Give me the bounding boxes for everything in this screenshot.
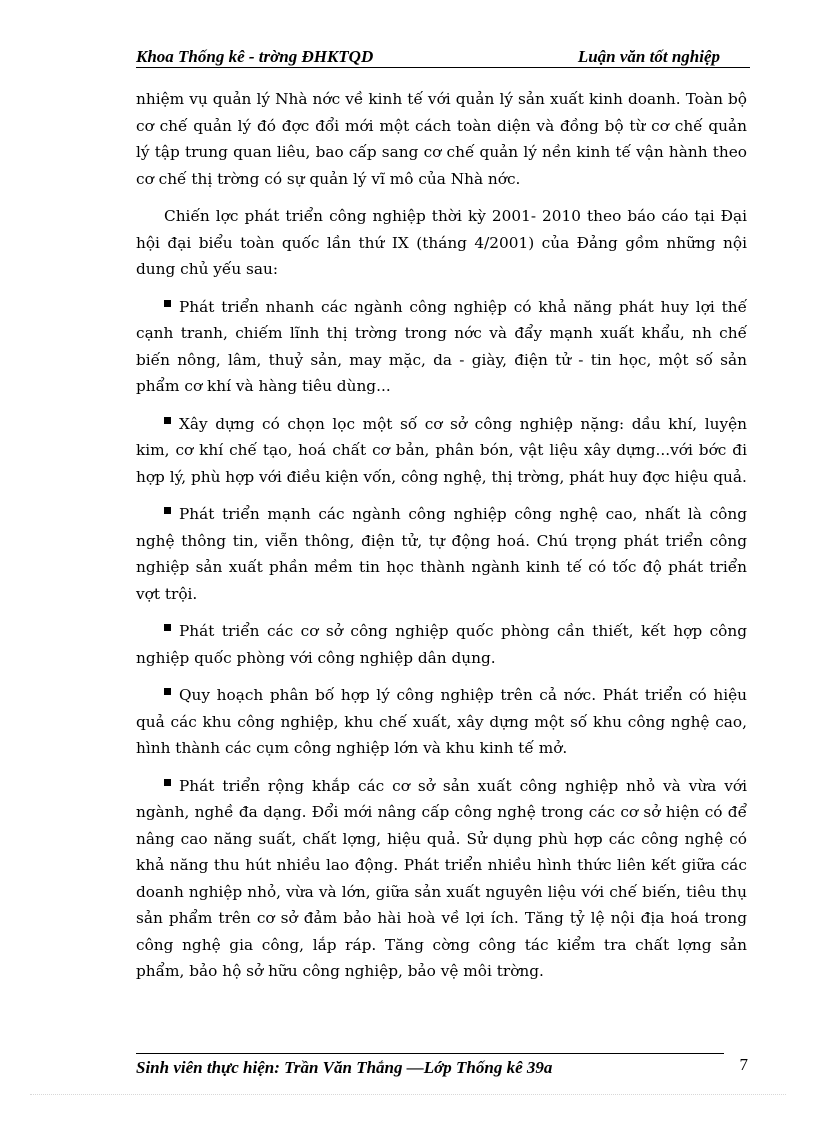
bullet-item bbox=[136, 501, 747, 607]
bullet-text: Xây dựng có chọn lọc một số cơ sở công nghiệp nặng: dầu khí, luyện kim, cơ khí chế tạo, hoá chất cơ bản, phân bón, vật liệu xây dựng...với bớc đi hợp lý, phù hợp với điều kiện vốn, công nghệ, thị trờng, phát huy đợc hiệu quả. bbox=[136, 414, 747, 486]
bullet-square-icon bbox=[164, 624, 171, 631]
header-document-type: Luận văn tốt nghiệp bbox=[577, 47, 720, 66]
page-number: 7 bbox=[739, 1055, 748, 1074]
page-footer bbox=[136, 1057, 750, 1083]
footer-author: Sinh viên thực hiện: Trần Văn Thắng —Lớp Thống kê 39a bbox=[136, 1058, 553, 1077]
bullet-text: Phát triển mạnh các ngành công nghiệp công nghệ cao, nhất là công nghệ thông tin, viễn thông, điện tử, tự động hoá. Chú trọng phát triển công nghiệp sản xuất phần mềm tin học thành ngành kinh tế có tốc độ phát triển vợt trội. bbox=[136, 505, 747, 603]
bullet-square-icon bbox=[164, 300, 171, 307]
bullet-item bbox=[136, 773, 747, 985]
bullet-text: Quy hoạch phân bố hợp lý công nghiệp trên cả nớc. Phát triển có hiệu quả các khu công nghiệp, khu chế xuất, xây dựng một số khu công nghệ cao, hình thành các cụm công nghiệp lớn và khu kinh tế mở. bbox=[136, 686, 747, 757]
bullet-square-icon bbox=[164, 779, 171, 786]
header-faculty: Khoa Thống kê - trờng ĐHKTQD bbox=[136, 47, 374, 66]
bullet-item bbox=[136, 411, 747, 491]
bullet-item bbox=[136, 682, 747, 762]
intro-paragraph: nhiệm vụ quản lý Nhà nớc về kinh tế với quản lý sản xuất kinh doanh. Toàn bộ cơ chế quản lý đó đợc đổi mới một cách toàn diện và đồng bộ từ cơ chế quản lý tập trung quan liêu, bao cấp sang cơ chế quản lý nền kinh tế vận hành theo cơ chế thị trờng có sự quản lý vĩ mô của Nhà nớc. bbox=[136, 90, 747, 188]
bullet-square-icon bbox=[164, 507, 171, 514]
bullet-text: Phát triển các cơ sở công nghiệp quốc phòng cần thiết, kết hợp công nghiệp quốc phòng với công nghiệp dân dụng. bbox=[136, 622, 747, 667]
bullet-text: Phát triển rộng khắp các cơ sở sản xuất công nghiệp nhỏ và vừa với ngành, nghề đa dạng. Đổi mới nâng cấp công nghệ trong các cơ sở hiện có để nâng cao năng suất, chất lợng, hiệu quả. Sử dụng phù hợp các công nghệ có khả năng thu hút nhiều lao động. Phát triển nhiều hình thức liên kết giữa các doanh nghiệp nhỏ, vừa và lớn, giữa sản xuất nguyên liệu với chế biến, tiêu thụ sản phẩm trên cơ sở đảm bảo hài hoà về lợi ích. Tăng tỷ lệ nội địa hoá trong công nghệ gia công, lắp ráp. Tăng cờng công tác kiểm tra chất lợng sản phẩm, bảo hộ sở hữu công nghiệp, bảo vệ môi trờng. bbox=[136, 776, 747, 980]
page-body bbox=[136, 86, 747, 996]
strategy-paragraph: Chiến lợc phát triển công nghiệp thời kỳ 2001- 2010 theo báo cáo tại Đại hội đại biểu toàn quốc lần thứ IX (tháng 4/2001) của Đảng gồm những nội dung chủ yếu sau: bbox=[136, 207, 747, 278]
header-divider bbox=[136, 67, 750, 68]
bullet-item bbox=[136, 618, 747, 671]
bullet-item bbox=[136, 294, 747, 400]
bullet-square-icon bbox=[164, 688, 171, 695]
bullet-text: Phát triển nhanh các ngành công nghiệp có khả năng phát huy lợi thế cạnh tranh, chiếm lĩnh thị trờng trong nớc và đẩy mạnh xuất khẩu, nh chế biến nông, lâm, thuỷ sản, may mặc, da - giày, điện tử - tin học, một số sản phẩm cơ khí và hàng tiêu dùng... bbox=[136, 297, 747, 395]
page-header bbox=[136, 44, 750, 68]
page-bottom-edge bbox=[30, 1094, 786, 1095]
footer-divider bbox=[136, 1053, 724, 1054]
bullet-square-icon bbox=[164, 417, 171, 424]
